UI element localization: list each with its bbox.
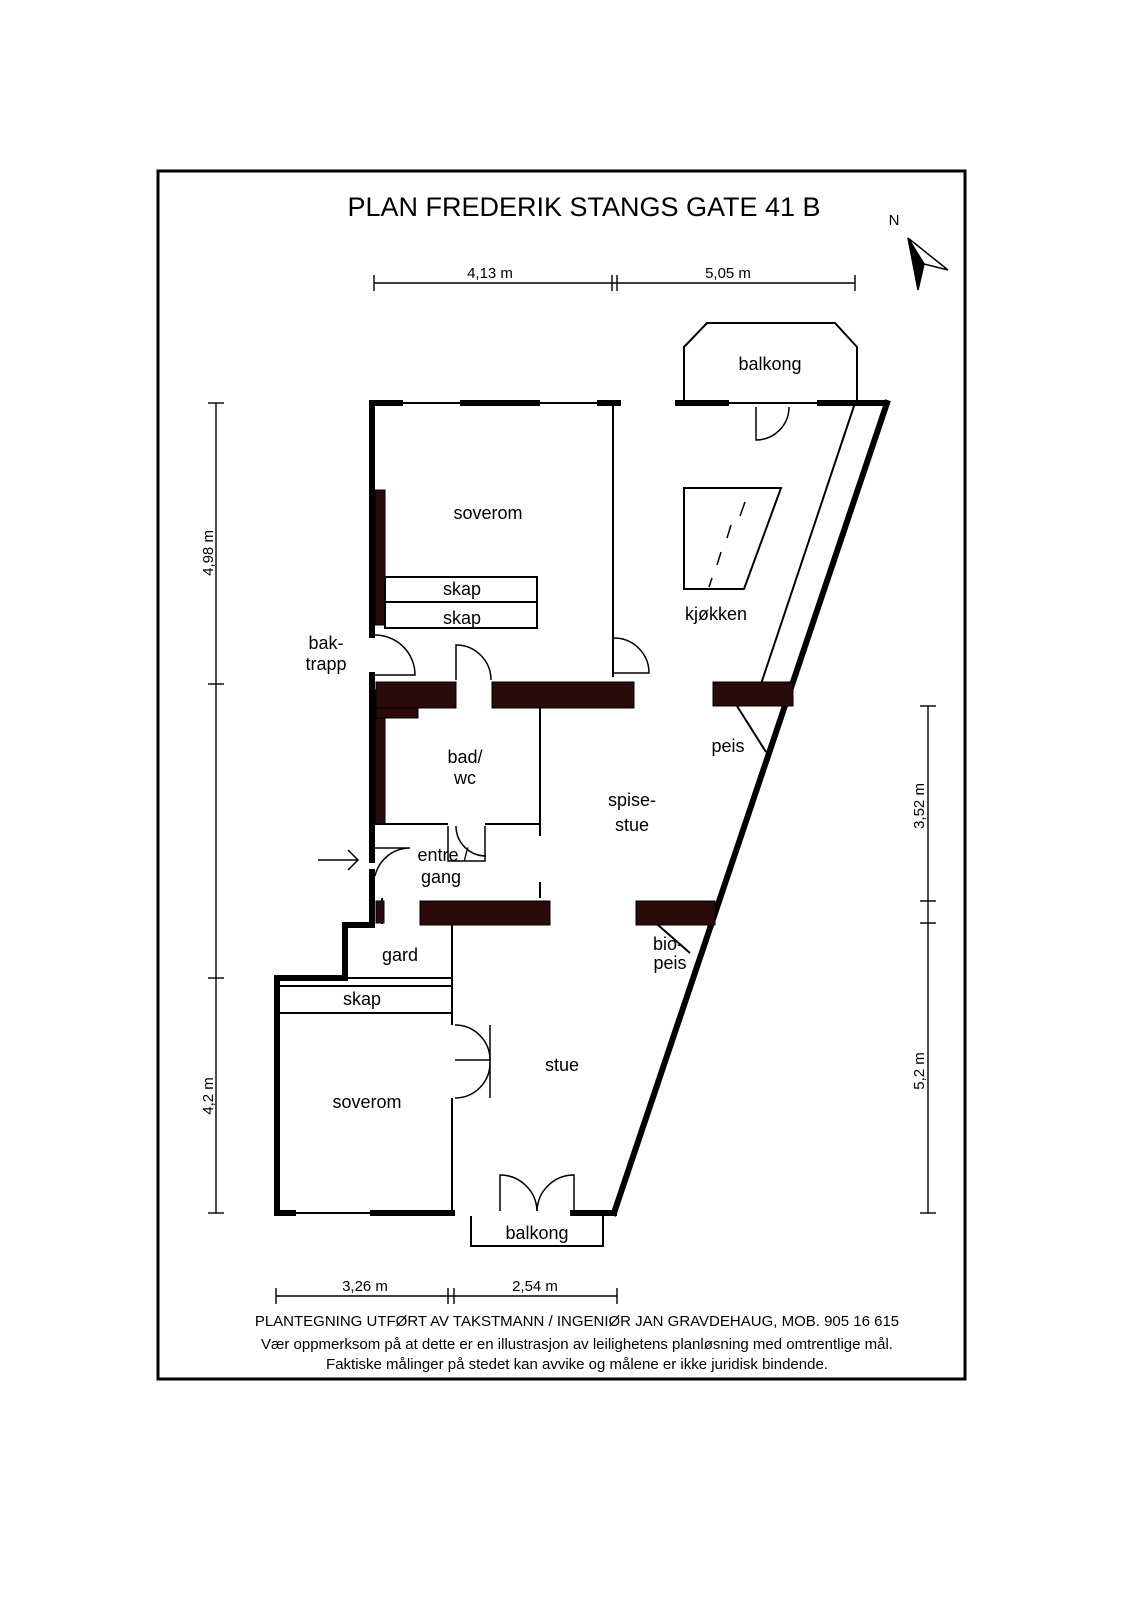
room-label-soverom-bottom: soverom xyxy=(332,1092,402,1112)
plan-title: PLAN FREDERIK STANGS GATE 41 B xyxy=(347,192,821,222)
footer-line-1: PLANTEGNING UTFØRT AV TAKSTMANN / INGENIØR JAN GRAVDEHAUG, MOB. 905 16 615 xyxy=(254,1313,900,1330)
room-label-bad-1: bad/ xyxy=(447,747,483,767)
room-label-stue: stue xyxy=(544,1055,580,1075)
room-label-balkong-top: balkong xyxy=(738,354,802,374)
north-label: N xyxy=(888,212,900,229)
dim-bottom-right: 2,54 m xyxy=(512,1278,558,1295)
kitchen-island xyxy=(684,488,781,589)
dimension-right xyxy=(920,706,936,1213)
room-label-spisestue-1: spise- xyxy=(607,790,657,810)
dim-top-right: 5,05 m xyxy=(705,265,751,282)
room-label-skap-3: skap xyxy=(342,989,382,1009)
dim-right-top: 3,52 m xyxy=(911,783,928,829)
room-label-peis: peis xyxy=(711,736,745,756)
room-label-gard: gard xyxy=(381,945,419,965)
footer-line-3: Faktiske målinger på stedet kan avvike og målene er ikke juridisk bindende. xyxy=(326,1356,828,1373)
dim-right-bottom: 5,2 m xyxy=(911,1052,928,1090)
doors xyxy=(318,407,789,1211)
room-label-balkong-bottom: balkong xyxy=(505,1223,569,1243)
dimension-top xyxy=(374,275,855,291)
room-label-skap-1: skap xyxy=(442,579,482,599)
room-label-soverom-top: soverom xyxy=(453,503,523,523)
room-label-entre-1: entre / xyxy=(417,845,469,865)
dim-bottom-left: 3,26 m xyxy=(342,1278,388,1295)
dim-left-bottom: 4,2 m xyxy=(200,1077,217,1115)
room-label-spisestue-2: stue xyxy=(614,815,650,835)
dimension-bottom xyxy=(276,1288,617,1304)
room-label-biopeis-2: peis xyxy=(653,953,687,973)
room-label-entre-2: gang xyxy=(420,867,462,887)
footer-line-2: Vær oppmerksom på at dette er en illustrasjon av leilighetens planløsning med omtrentlige mål. xyxy=(261,1336,893,1353)
room-label-bad-2: wc xyxy=(454,768,476,788)
room-label-baktrapp-2: trapp xyxy=(305,654,347,674)
dim-left-top: 4,98 m xyxy=(200,530,217,576)
room-label-kjokken: kjøkken xyxy=(684,604,748,624)
room-label-baktrapp-1: bak- xyxy=(308,633,344,653)
dim-top-left: 4,13 m xyxy=(467,265,513,282)
room-label-skap-2: skap xyxy=(442,608,482,628)
room-label-biopeis-1: bio- xyxy=(652,934,684,954)
north-arrow-icon xyxy=(889,212,948,290)
